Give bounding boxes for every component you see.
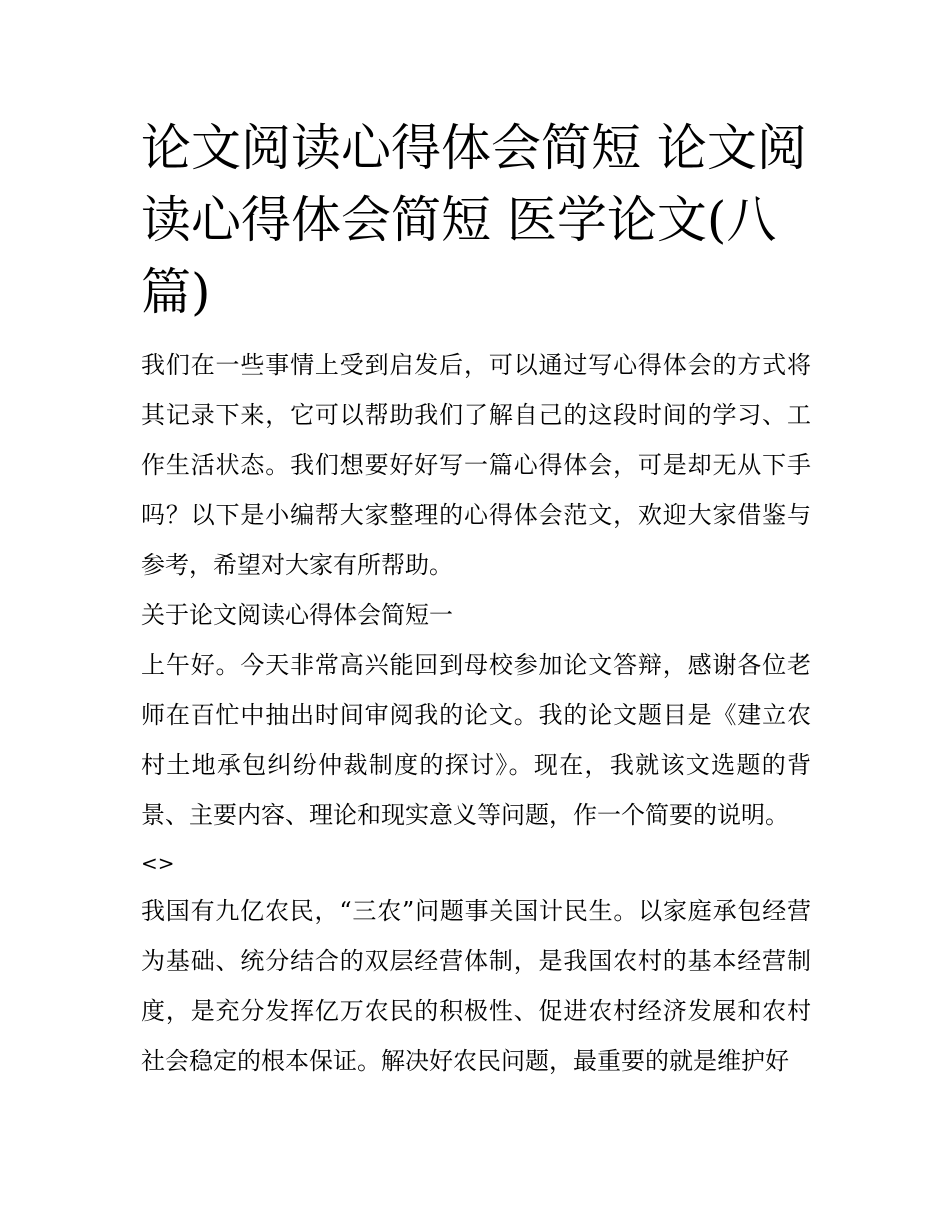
intro-paragraph: 我们在一些事情上受到启发后，可以通过写心得体会的方式将其记录下来，它可以帮助我们了解自己的这段时间的学习、工作生活状态。我们想要好好写一篇心得体会，可是却无从下手吗？以下是小编帮大家整理的心得体会范文，欢迎大家借鉴与参考，希望对大家有所帮助。 <box>141 351 811 579</box>
angle-bracket-marker: <> <box>141 851 175 875</box>
body-paragraph-1: 上午好。今天非常高兴能回到母校参加论文答辩，感谢各位老师在百忙中抽出时间审阅我的论文。我的论文题目是《建立农村土地承包纠纷仲裁制度的探讨》。现在，我就该文选题的背景、主要内容、理论和现实意义等问题，作一个简要的说明。 <box>141 651 811 829</box>
document-title: 论文阅读心得体会简短 论文阅读心得体会简短 医学论文(八篇) <box>141 119 807 321</box>
document-page <box>141 112 811 1086</box>
section-heading: 关于论文阅读心得体会简短一 <box>141 601 453 629</box>
body-paragraph-2: 我国有九亿农民，“三农”问题事关国计民生。以家庭承包经营为基础、统分结合的双层经营体制，是我国农村的基本经营制度，是充分发挥亿万农民的积极性、促进农村经济发展和农村社会稳定的根本保证。解决好农民问题，最重要的就是维护好 <box>141 897 811 1075</box>
